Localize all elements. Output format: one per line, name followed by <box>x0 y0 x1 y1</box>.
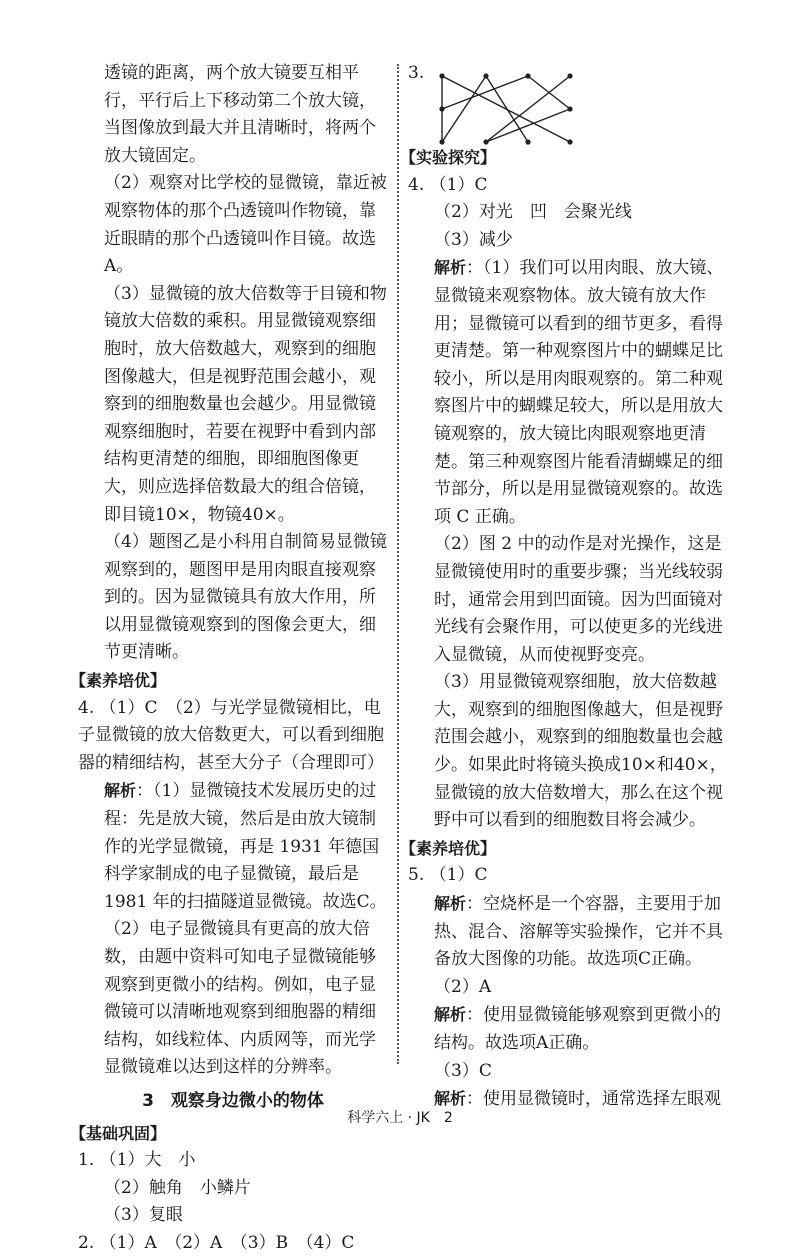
left-para-4: （4）题图乙是小科用自制简易显微镜观察到的，题图甲是用肉眼直接观察到的。因为显微镜具有放大作用，所以用显微镜观察到的图像会更大，细节更清晰。 <box>104 532 387 663</box>
answer-q2: 2. （1）A （2）A （3）B （4）C <box>78 1232 355 1253</box>
answer-q4: 4. （1）C （2）与光学显微镜相比，电子显微镜的放大倍数更大，可以看到细胞器的精细结构，甚至大分子（合理即可） <box>78 697 384 773</box>
section-heading-jichu: 【基础巩固】 <box>70 1123 167 1143</box>
right-column <box>400 60 730 1114</box>
analysis-text: ：使用显微镜能够观察到更微小的结构。故选项A正确。 <box>434 1005 722 1053</box>
analysis-label: 解析 <box>104 781 137 801</box>
analysis-q5-b <box>408 1001 730 1057</box>
answer-q1-a: 1. （1）大 小 <box>78 1150 196 1171</box>
answer-q5-a: 5. （1）C <box>408 865 488 886</box>
section-heading-suyang: 【素养培优】 <box>70 671 167 691</box>
section-heading-shiyan: 【实验探究】 <box>400 148 497 167</box>
matching-diagram <box>432 72 582 152</box>
analysis-label: 解析 <box>434 258 467 278</box>
left-column <box>70 60 388 1258</box>
left-para-3: （3）显微镜的放大倍数等于目镜和物镜放大倍数的乘积。用显微镜观察细胞时，放大倍数越大，观察到的细胞图像越大，但是视野范围会越小，观察到的细胞数量也会越少。用显微镜观察细胞时，若要在视野中看到内部结构更清楚的细胞，即细胞图像更大，则应选择倍数最大的组合倍镜，即目镜10×，物镜40×。 <box>104 283 387 525</box>
left-para-1: 透镜的距离，两个放大镜要互相平行，平行后上下移动第二个放大镜，当图像放到最大并且清晰时，将两个放大镜固定。 <box>104 63 376 166</box>
analysis-q5-a <box>408 890 730 974</box>
analysis-text: ：空烧杯是一个容器，主要用于加热、混合、溶解等实验操作，它并不具备放大图像的功能。故选项C正确。 <box>434 894 723 970</box>
q3-number: 3. <box>408 63 425 83</box>
answer-q4-a: 4. （1）C <box>408 174 488 195</box>
analysis-q4-3: （3）用显微镜观察细胞，放大倍数越大，观察到的细胞图像越大，但是视野范围会越小，观察到的细胞数量也会越少。如果此时将镜头换成10×和40×，显微镜的放大倍数增大，那么在这个视野中可以看到的细胞数目将会减少。 <box>434 672 727 831</box>
answer-q1-b: （2）触角 小鳞片 <box>104 1177 251 1198</box>
chapter-title: 3 观察身边微小的物体 <box>142 1090 324 1111</box>
answer-q4-c: （3）减少 <box>434 229 513 250</box>
answer-q3 <box>408 60 730 144</box>
analysis-q4-1 <box>408 254 730 531</box>
left-para-2: （2）观察对比学校的显微镜，靠近被观察物体的那个凸透镜叫作物镜，靠近眼睛的那个凸透镜叫作目镜。故选A。 <box>104 173 387 277</box>
analysis-text: ：（1）我们可以用肉眼、放大镜、显微镜来观察物体。放大镜有放大作用；显微镜可以看到的细节更多，看得更清楚。第一种观察图片中的蝴蝶足比较小，所以是用肉眼观察的。第二种观察图片中的蝴蝶足较大，所以是用放大镜观察的，放大镜比肉眼观察地更清楚。第三种观察图片能看清蝴蝶足的细节部分，所以是用显微镜观察的。故选项 C 正确。 <box>434 258 724 527</box>
answer-q5-c: （3）C <box>434 1060 492 1081</box>
analysis-label: 解析 <box>434 1089 467 1109</box>
page-footer: 科学六上 · JK 2 <box>347 1110 453 1126</box>
analysis-q4-2: （2）图 2 中的动作是对光操作，这是显微镜使用时的重要步骤；当光线较弱时，通常会用到凹面镜。因为凹面镜对光线有会聚作用，可以使更多的光线进入显微镜，从而使视野变亮。 <box>434 534 723 665</box>
answer-q5-b: （2）A <box>434 976 492 997</box>
analysis-q4 <box>78 777 388 1082</box>
answer-q1-c: （3）复眼 <box>104 1205 183 1226</box>
analysis-text: ：使用显微镜时，通常选择左眼观 <box>466 1089 722 1110</box>
section-heading-suyang-right: 【素养培优】 <box>400 838 497 858</box>
column-divider <box>397 64 399 1064</box>
analysis-label: 解析 <box>434 894 467 914</box>
answer-q4-b: （2）对光 凹 会聚光线 <box>434 202 632 223</box>
analysis-label: 解析 <box>434 1005 467 1025</box>
analysis-text: ：（1）显微镜技术发展历史的过程：先是放大镜，然后是由放大镜制作的光学显微镜，再是 1931 年德国科学家制成的电子显微镜，最后是 1981 年的扫描隧道显微镜。故选C。（2）电子显微镜具有更高的放大倍数，由题中资料可知电子显微镜能够观察到更微小的结构。例如，电子显微镜可以清晰地观察到细胞器的精细结构，如线粒体、内质网等，而光学显微镜难以达到这样的分辨率。 <box>104 781 387 1078</box>
